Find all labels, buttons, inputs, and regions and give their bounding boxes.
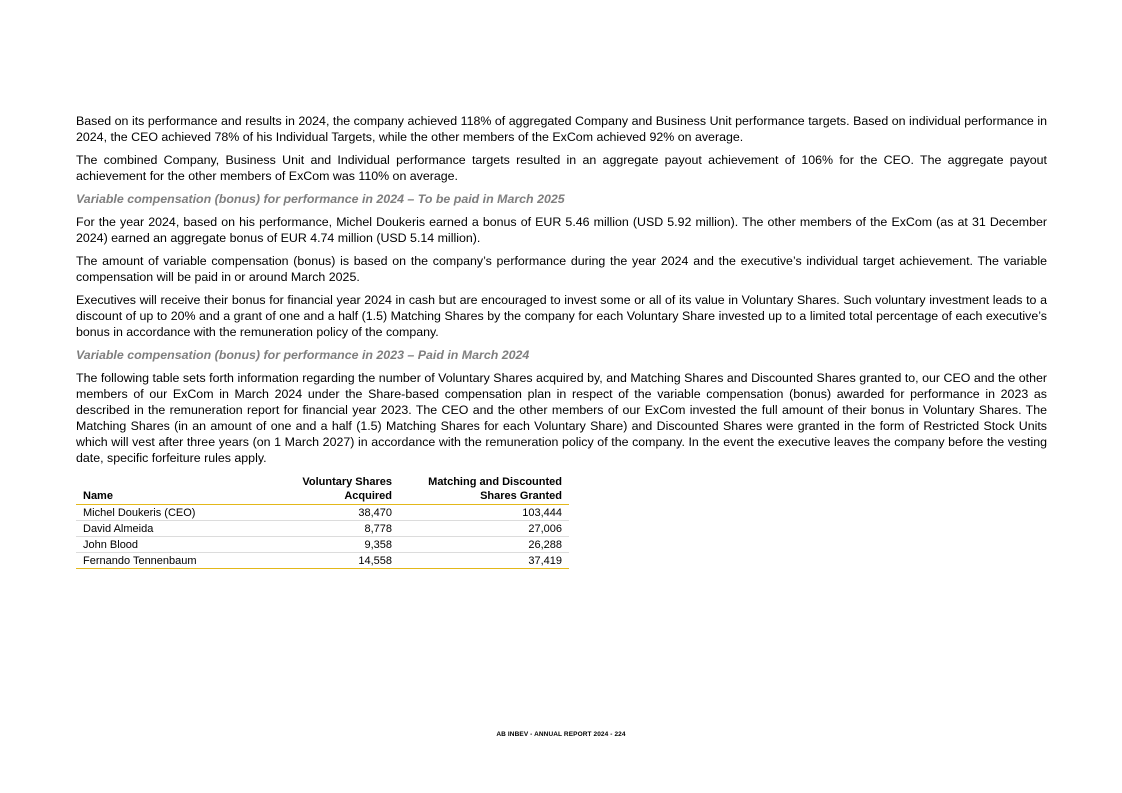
table-row bbox=[76, 553, 569, 569]
cell-name: Fernando Tennenbaum bbox=[76, 553, 249, 569]
header-matching-line1: Matching and Discounted bbox=[428, 476, 562, 488]
cell-matching: 26,288 bbox=[399, 537, 569, 553]
table-row bbox=[76, 521, 569, 537]
page-footer: AB INBEV - ANNUAL REPORT 2024 - 224 bbox=[496, 731, 626, 738]
subheading-2023-bonus: Variable compensation (bonus) for performance in 2023 – Paid in March 2024 bbox=[76, 348, 530, 362]
paragraph-table-intro: The following table sets forth information regarding the number of Voluntary Shares acquired by, and Matching Shares and Discounted Shares granted to, our CEO and the other members of our ExCom in March 2024 under the Share-based compensation plan in respect of the variable compensation (bonus) awarded for performance in 2023 as described in the remuneration report for financial year 2023. The CEO and the other members of our ExCom invested the full amount of their bonus in Voluntary Shares. The Matching Shares (in an amount of one and a half (1.5) Matching Shares for each Voluntary Share) and Discounted Shares were granted in the form of Restricted Stock Units which will vest after three years (on 1 March 2027) in accordance with the remuneration policy of the company. In the event the executive leaves the company before the vesting date, specific forfeiture rules apply. bbox=[76, 371, 1047, 465]
header-name: Name bbox=[76, 475, 249, 505]
paragraph-voluntary-shares: Executives will receive their bonus for financial year 2024 in cash but are encouraged to invest some or all of its value in Voluntary Shares. Such voluntary investment leads to a discount of up to 20% and a grant of one and a half (1.5) Matching Shares by the company for each Voluntary Share invested up to a limited total percentage of each executive’s bonus in accordance with the remuneration policy of the company. bbox=[76, 293, 1047, 339]
cell-voluntary: 38,470 bbox=[249, 505, 399, 521]
header-matching-line2: Shares Granted bbox=[480, 490, 562, 502]
table-row bbox=[76, 505, 569, 521]
paragraph-bonus-earned: For the year 2024, based on his performance, Michel Doukeris earned a bonus of EUR 5.46 million (USD 5.92 million). The other members of the ExCom (as at 31 December 2024) earned an aggregate bonus of EUR 4.74 million (USD 5.14 million). bbox=[76, 215, 1047, 245]
header-voluntary-line2: Acquired bbox=[344, 490, 392, 502]
cell-voluntary: 14,558 bbox=[249, 553, 399, 569]
cell-matching: 103,444 bbox=[399, 505, 569, 521]
document-body bbox=[76, 113, 1047, 569]
subheading-2024-bonus: Variable compensation (bonus) for performance in 2024 – To be paid in March 2025 bbox=[76, 192, 565, 206]
header-matching-shares bbox=[399, 475, 569, 505]
table-header-row bbox=[76, 475, 569, 505]
table-row bbox=[76, 537, 569, 553]
cell-voluntary: 9,358 bbox=[249, 537, 399, 553]
cell-name: David Almeida bbox=[76, 521, 249, 537]
cell-name: Michel Doukeris (CEO) bbox=[76, 505, 249, 521]
header-voluntary-shares bbox=[249, 475, 399, 505]
paragraph-bonus-basis: The amount of variable compensation (bonus) is based on the company’s performance during the year 2024 and the executive’s individual target achievement. The variable compensation will be paid in or around March 2025. bbox=[76, 254, 1047, 284]
paragraph-performance-results: Based on its performance and results in 2024, the company achieved 118% of aggregated Company and Business Unit performance targets. Based on individual performance in 2024, the CEO achieved 78% of his Individual Targets, while the other members of the ExCom achieved 92% on average. bbox=[76, 114, 1047, 144]
header-voluntary-line1: Voluntary Shares bbox=[302, 476, 392, 488]
cell-voluntary: 8,778 bbox=[249, 521, 399, 537]
shares-table bbox=[76, 475, 569, 569]
cell-matching: 37,419 bbox=[399, 553, 569, 569]
cell-matching: 27,006 bbox=[399, 521, 569, 537]
cell-name: John Blood bbox=[76, 537, 249, 553]
paragraph-payout-achievement: The combined Company, Business Unit and Individual performance targets resulted in an aggregate payout achievement of 106% for the CEO. The aggregate payout achievement for the other members of ExCom was 110% on average. bbox=[76, 153, 1047, 183]
